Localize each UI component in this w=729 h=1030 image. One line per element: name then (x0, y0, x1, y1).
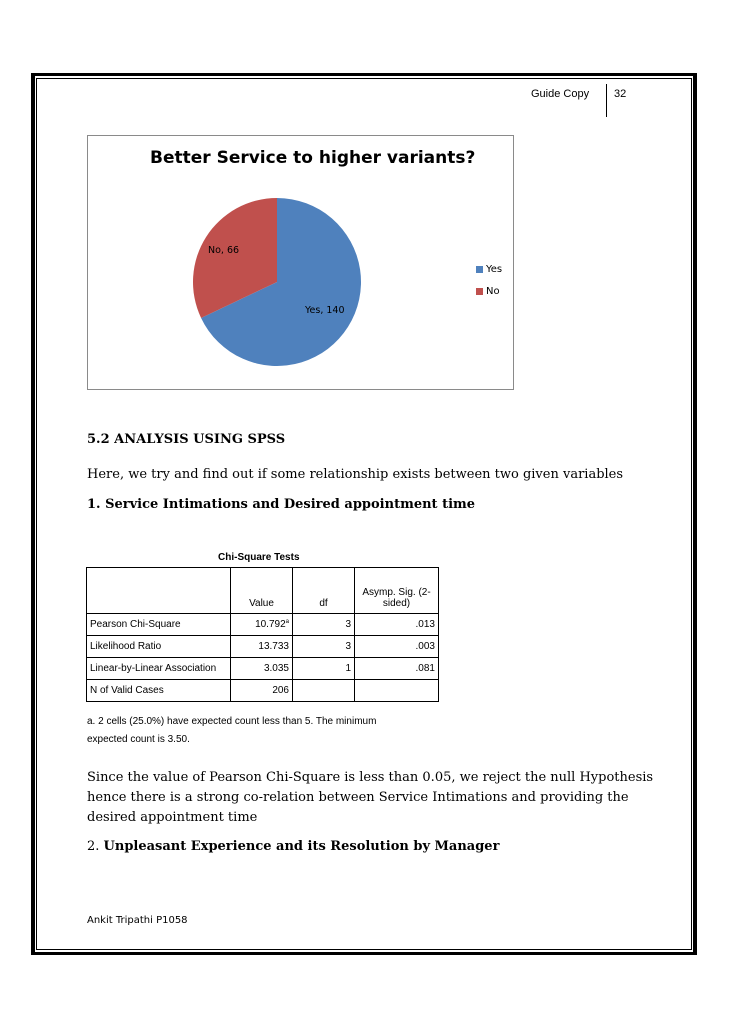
table-cell: Linear-by-Linear Association (87, 658, 231, 680)
table-cell (293, 680, 355, 702)
table-header-cell: Value (231, 568, 293, 614)
footnote-line: expected count is 3.50. (87, 734, 190, 745)
section-heading: 5.2 ANALYSIS USING SPSS (87, 432, 286, 447)
table-cell-with-note (231, 614, 293, 636)
table-cell: N of Valid Cases (87, 680, 231, 702)
legend-label-no: No (486, 286, 500, 297)
table-row (87, 658, 439, 680)
table-cell: Likelihood Ratio (87, 636, 231, 658)
page-number: 32 (614, 88, 627, 100)
table-cell: 3.035 (231, 658, 293, 680)
subheading-2-number: 2. (87, 839, 100, 854)
table-title: Chi-Square Tests (218, 552, 300, 563)
table-cell: Pearson Chi-Square (87, 614, 231, 636)
table-cell: .081 (355, 658, 439, 680)
table-row (87, 636, 439, 658)
table-cell: .003 (355, 636, 439, 658)
table-row (87, 614, 439, 636)
legend-item-yes (476, 264, 502, 275)
table-header-cell (87, 568, 231, 614)
table-header-row (87, 568, 439, 614)
conclusion-line: Since the value of Pearson Chi-Square is less than 0.05, we reject the null Hypothesis (87, 770, 654, 785)
legend-swatch-yes (476, 266, 483, 273)
legend-swatch-no (476, 288, 483, 295)
table-cell: 3 (293, 614, 355, 636)
chart-title: Better Service to higher variants? (150, 148, 476, 168)
footnote-line: a. 2 cells (25.0%) have expected count less than 5. The minimum (87, 716, 377, 727)
conclusion-paragraph (87, 768, 653, 828)
table-cell: 1 (293, 658, 355, 680)
conclusion-line: desired appointment time (87, 810, 258, 825)
table-cell (355, 680, 439, 702)
table-header-cell: df (293, 568, 355, 614)
subheading-1: 1. Service Intimations and Desired appointment time (87, 497, 476, 512)
intro-paragraph: Here, we try and find out if some relationship exists between two given variables (87, 467, 624, 482)
chi-square-table (86, 567, 439, 702)
subheading-2 (87, 837, 499, 857)
table-cell: .013 (355, 614, 439, 636)
header-guide-copy: Guide Copy (531, 88, 590, 100)
footnote-marker: a (285, 619, 289, 625)
legend-item-no (476, 286, 500, 297)
table-cell: 206 (231, 680, 293, 702)
footer-author: Ankit Tripathi P1058 (87, 915, 188, 926)
table-cell: 3 (293, 636, 355, 658)
table-cell: 13.733 (231, 636, 293, 658)
table-footnote (87, 713, 376, 749)
table-cell: 10.792 (255, 619, 286, 630)
slice-label-no: No, 66 (208, 245, 240, 256)
slice-label-yes: Yes, 140 (305, 305, 345, 316)
legend-label-yes: Yes (486, 264, 503, 275)
table-header-cell: Asymp. Sig. (2-sided) (355, 568, 439, 614)
table-row (87, 680, 439, 702)
subheading-2-text: Unpleasant Experience and its Resolution by Manager (103, 839, 500, 854)
conclusion-line: hence there is a strong co-relation between Service Intimations and providing the (87, 790, 629, 805)
